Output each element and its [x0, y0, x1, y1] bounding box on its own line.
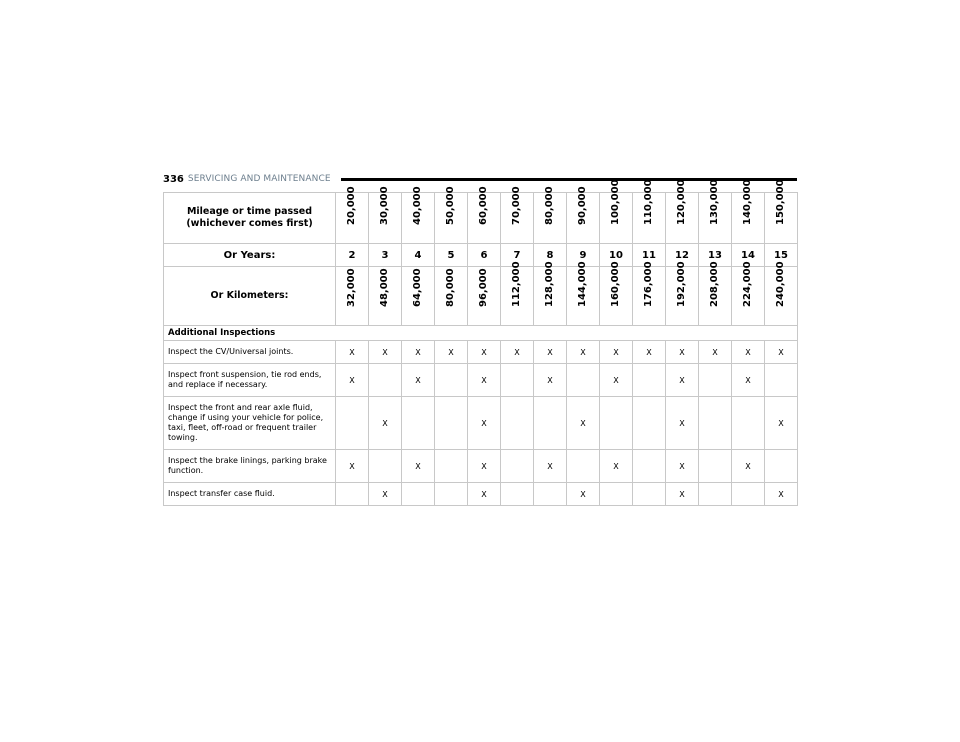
service-mark — [402, 397, 435, 450]
kilometers-value: 208,000 — [709, 261, 720, 307]
page-header — [163, 172, 797, 186]
item-description: Inspect the CV/Universal joints. — [164, 341, 336, 364]
kilometers-cell — [369, 267, 402, 326]
kilometers-value: 160,000 — [610, 261, 621, 307]
service-mark — [402, 483, 435, 506]
mileage-cell — [732, 179, 765, 244]
mileage-value: 120,000 — [676, 179, 687, 225]
service-mark — [336, 397, 369, 450]
service-mark — [567, 450, 600, 483]
years-label: Or Years: — [164, 244, 336, 267]
service-mark: X — [336, 364, 369, 397]
service-mark — [633, 364, 666, 397]
mileage-value: 140,000 — [742, 179, 753, 225]
kilometers-value: 32,000 — [346, 268, 357, 307]
mileage-cell — [765, 179, 798, 244]
service-mark: X — [468, 364, 501, 397]
mileage-cell — [468, 186, 501, 244]
service-mark: X — [369, 341, 402, 364]
header-rule — [341, 178, 797, 181]
service-mark: X — [534, 341, 567, 364]
kilometers-value: 96,000 — [478, 268, 489, 307]
mileage-value: 130,000 — [709, 179, 720, 225]
kilometers-cell — [336, 267, 369, 326]
mileage-row — [164, 193, 798, 244]
service-mark — [369, 364, 402, 397]
mileage-cell — [369, 186, 402, 244]
service-mark: X — [534, 450, 567, 483]
service-mark: X — [402, 341, 435, 364]
kilometers-cell — [633, 261, 666, 326]
service-mark: X — [765, 341, 798, 364]
mileage-value: 20,000 — [346, 186, 357, 225]
service-mark: X — [336, 450, 369, 483]
service-mark — [765, 364, 798, 397]
service-mark: X — [468, 397, 501, 450]
service-mark: X — [666, 483, 699, 506]
mileage-value: 150,000 — [775, 179, 786, 225]
kilometers-cell — [765, 261, 798, 326]
service-mark: X — [567, 341, 600, 364]
service-mark: X — [468, 483, 501, 506]
service-mark — [765, 450, 798, 483]
service-mark: X — [633, 341, 666, 364]
service-mark: X — [435, 341, 468, 364]
service-mark: X — [567, 397, 600, 450]
service-mark — [534, 397, 567, 450]
service-mark — [732, 483, 765, 506]
table-row — [164, 450, 798, 483]
service-mark — [369, 450, 402, 483]
section-row — [164, 326, 798, 341]
years-value: 2 — [336, 244, 369, 267]
table-row — [164, 483, 798, 506]
kilometers-cell — [501, 261, 534, 326]
kilometers-value: 112,000 — [511, 261, 522, 307]
mileage-value: 100,000 — [610, 179, 621, 225]
years-value: 5 — [435, 244, 468, 267]
kilometers-value: 240,000 — [775, 261, 786, 307]
service-mark — [501, 364, 534, 397]
service-mark: X — [699, 341, 732, 364]
mileage-value: 30,000 — [379, 186, 390, 225]
kilometers-cell — [468, 267, 501, 326]
service-mark — [699, 483, 732, 506]
mileage-value: 70,000 — [511, 186, 522, 225]
service-mark — [501, 450, 534, 483]
service-mark: X — [666, 341, 699, 364]
service-mark: X — [369, 483, 402, 506]
service-mark — [435, 450, 468, 483]
service-mark: X — [336, 341, 369, 364]
service-mark: X — [402, 450, 435, 483]
years-value: 14 — [732, 244, 765, 267]
mileage-value: 90,000 — [577, 186, 588, 225]
service-mark: X — [732, 450, 765, 483]
item-description: Inspect transfer case fluid. — [164, 483, 336, 506]
kilometers-cell — [699, 261, 732, 326]
kilometers-value: 144,000 — [577, 261, 588, 307]
service-mark — [699, 397, 732, 450]
kilometers-value: 48,000 — [379, 268, 390, 307]
service-mark — [501, 397, 534, 450]
service-mark — [633, 450, 666, 483]
service-mark — [699, 450, 732, 483]
mileage-cell — [336, 186, 369, 244]
service-mark — [336, 483, 369, 506]
mileage-cell — [600, 179, 633, 244]
service-mark — [534, 483, 567, 506]
service-mark — [501, 483, 534, 506]
service-mark: X — [369, 397, 402, 450]
service-mark: X — [402, 364, 435, 397]
service-mark: X — [732, 364, 765, 397]
kilometers-value: 64,000 — [412, 268, 423, 307]
years-value: 8 — [534, 244, 567, 267]
years-value: 7 — [501, 244, 534, 267]
kilometers-value: 224,000 — [742, 261, 753, 307]
service-mark — [600, 397, 633, 450]
mileage-value: 40,000 — [412, 186, 423, 225]
service-mark: X — [600, 450, 633, 483]
service-mark — [435, 397, 468, 450]
mileage-cell — [402, 186, 435, 244]
kilometers-cell — [567, 261, 600, 326]
years-value: 10 — [600, 244, 633, 267]
mileage-value: 80,000 — [544, 186, 555, 225]
years-value: 9 — [567, 244, 600, 267]
service-mark: X — [501, 341, 534, 364]
service-mark: X — [765, 397, 798, 450]
service-mark — [600, 483, 633, 506]
service-mark: X — [666, 364, 699, 397]
mileage-cell — [534, 186, 567, 244]
item-description: Inspect the brake linings, parking brake function. — [164, 450, 336, 483]
kilometers-value: 80,000 — [445, 268, 456, 307]
kilometers-label: Or Kilometers: — [164, 267, 336, 326]
kilometers-value: 128,000 — [544, 261, 555, 307]
service-mark — [633, 397, 666, 450]
service-mark: X — [567, 483, 600, 506]
service-mark: X — [534, 364, 567, 397]
mileage-cell — [567, 186, 600, 244]
section-title: SERVICING AND MAINTENANCE — [187, 174, 331, 184]
page-number: 336 — [163, 173, 184, 185]
section-label: Additional Inspections — [164, 326, 798, 341]
years-value: 3 — [369, 244, 402, 267]
table-row — [164, 397, 798, 450]
service-mark: X — [600, 341, 633, 364]
table-row — [164, 341, 798, 364]
kilometers-cell — [402, 267, 435, 326]
kilometers-value: 176,000 — [643, 261, 654, 307]
mileage-cell — [699, 179, 732, 244]
service-mark — [567, 364, 600, 397]
kilometers-cell — [666, 261, 699, 326]
table-row — [164, 364, 798, 397]
mileage-cell — [666, 179, 699, 244]
mileage-label: Mileage or time passed (whichever comes first) — [164, 193, 336, 244]
service-mark: X — [666, 450, 699, 483]
service-mark — [633, 483, 666, 506]
service-mark — [435, 483, 468, 506]
item-description: Inspect front suspension, tie rod ends, and replace if necessary. — [164, 364, 336, 397]
service-mark — [732, 397, 765, 450]
mileage-cell — [435, 186, 468, 244]
kilometers-cell — [600, 261, 633, 326]
mileage-cell — [501, 186, 534, 244]
kilometers-row — [164, 267, 798, 326]
years-value: 4 — [402, 244, 435, 267]
mileage-cell — [633, 179, 666, 244]
years-value: 11 — [633, 244, 666, 267]
service-mark: X — [468, 341, 501, 364]
service-mark: X — [468, 450, 501, 483]
mileage-value: 110,000 — [643, 179, 654, 225]
item-description: Inspect the front and rear axle fluid, change if using your vehicle for police, taxi, fleet, off-road or frequent trailer towing. — [164, 397, 336, 450]
service-mark: X — [600, 364, 633, 397]
service-mark: X — [765, 483, 798, 506]
service-mark: X — [666, 397, 699, 450]
years-row — [164, 244, 798, 267]
service-mark: X — [732, 341, 765, 364]
kilometers-cell — [534, 261, 567, 326]
service-mark — [435, 364, 468, 397]
years-value: 13 — [699, 244, 732, 267]
years-value: 12 — [666, 244, 699, 267]
years-value: 15 — [765, 244, 798, 267]
mileage-value: 60,000 — [478, 186, 489, 225]
mileage-value: 50,000 — [445, 186, 456, 225]
kilometers-cell — [435, 267, 468, 326]
service-mark — [699, 364, 732, 397]
years-value: 6 — [468, 244, 501, 267]
kilometers-value: 192,000 — [676, 261, 687, 307]
kilometers-cell — [732, 261, 765, 326]
